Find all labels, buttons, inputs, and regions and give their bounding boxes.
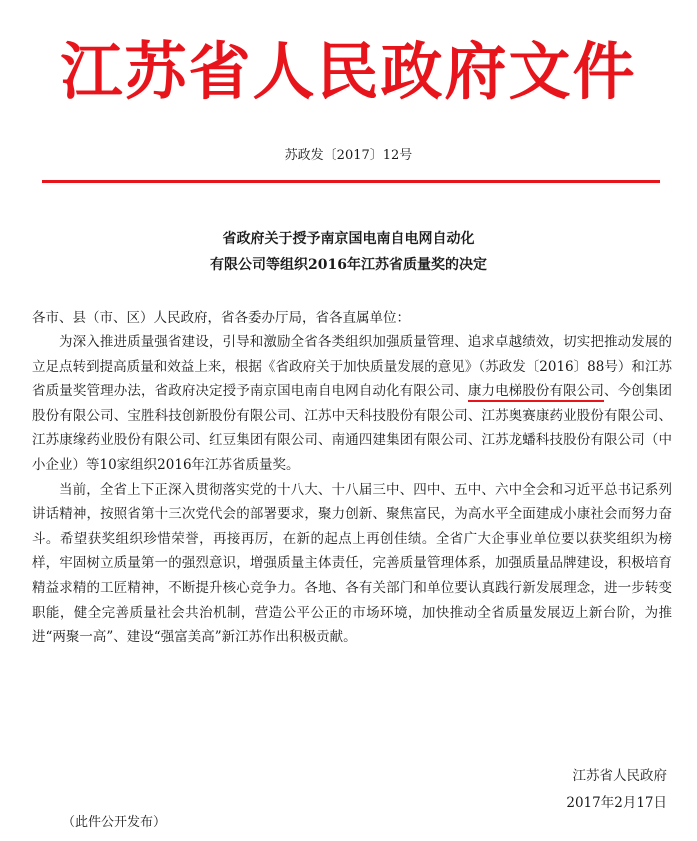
paragraph-1-text-b: 、今创集团股份有限公司、宝胜科技创新股份有限公司、江苏中天科技股份有限公司、江苏奥赛康药业股份有限公司、江苏康缘药业股份有限公司、红豆集团有限公司、南通四建集团有限公司、江苏龙蟠科技股份有限公司（中小企业）等10家组织2016年江苏省质量奖。 [32,383,673,473]
signature-block [566,763,667,817]
title-line-2: 有限公司等组织2016年江苏省质量奖的决定 [210,257,487,273]
paragraph-1-text-a: 为深入推进质量强省建设，引导和激励全省各类组织加强质量管理、追求卓越绩效，切实把推动发展的立足点转到提高质量和效益上来，根据《省政府关于加快质量发展的意见》（苏政发〔2016〕88号）和江苏省质量奖管理办法，省政府决定授予南京国电南自电网自动化有限公司、 [32,334,672,400]
issuer-name: 江苏省人民政府 [572,768,667,784]
paragraph-2: 当前，全省上下正深入贯彻落实党的十八大、十八届三中、四中、五中、六中全会和习近平总书记系列讲话精神，按照省第十三次党代会的部署要求，聚力创新、聚焦富民，为高水平全面建成小康社会而努力奋斗。希望获奖组织珍惜荣誉，再接再厉，在新的起点上再创佳绩。全省广大企事业单位要以获奖组织为榜样，牢固树立质量第一的强烈意识，增强质量主体责任，完善质量管理体系，加强质量品牌建设，积极培育精益求精的工匠精神，不断提升核心竞争力。各地、各有关部门和单位要认真践行新发展理念，进一步转变职能，健全完善质量社会共治机制，营造公平公正的市场环境，加快推动全省质量发展迈上新台阶，为推进“两聚一高”、建设“强富美高”新江苏作出积极贡献。 [32,481,672,646]
masthead-title: 江苏省人民政府文件 [60,35,637,108]
document-number: 苏政发〔2017〕12号 [284,148,413,163]
paragraph-1 [32,330,672,478]
document-title [0,226,697,278]
publication-note: （此件公开发布） [62,815,167,830]
red-divider-line [42,180,660,183]
issue-date: 2017年2月17日 [566,795,667,811]
highlighted-company-name: 康力电梯股份有限公司 [468,383,604,402]
title-line-1: 省政府关于授予南京国电南自电网自动化 [222,231,475,247]
addressee-line: 各市、县（市、区）人民政府，省各委办厅局，省各直属单位： [32,310,410,326]
document-body [32,330,672,650]
